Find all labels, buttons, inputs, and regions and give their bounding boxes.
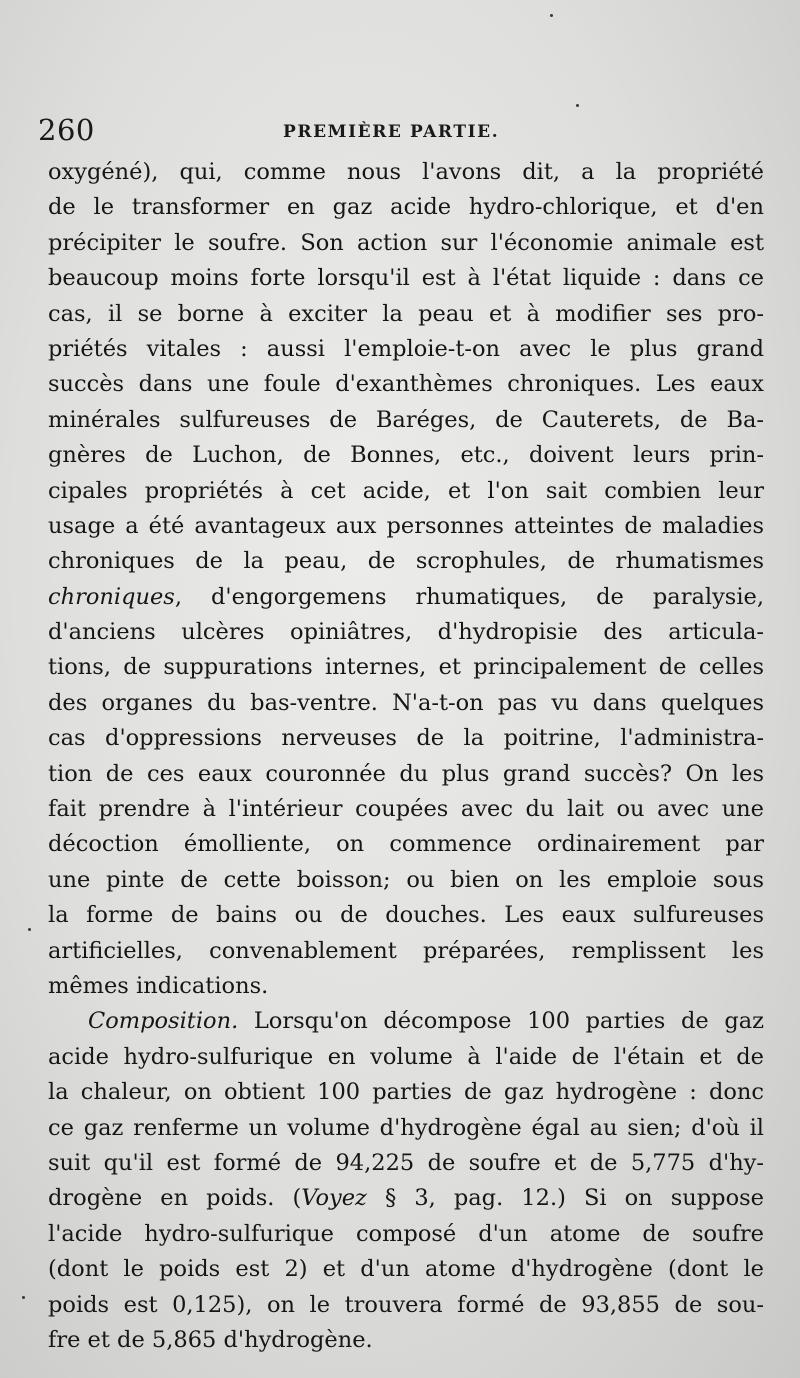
text-line: tion de ces eaux couronnée du plus grand succès? On les bbox=[48, 760, 764, 787]
text-line bbox=[48, 1004, 764, 1039]
text-line: gnères de Luchon, de Bonnes, etc., doivent leurs prin- bbox=[48, 442, 764, 469]
text-line: précipiter le soufre. Son action sur l'économie animale est bbox=[48, 229, 764, 256]
text-line: fait prendre à l'intérieur coupées avec du lait ou avec une bbox=[48, 796, 764, 823]
text-line: tions, de suppurations internes, et principalement de celles bbox=[48, 654, 764, 681]
text-line: la forme de bains ou de douches. Les eaux sulfureuses bbox=[48, 902, 764, 929]
ink-speck bbox=[576, 104, 579, 107]
ink-speck bbox=[28, 928, 31, 931]
text-line: la chaleur, on obtient 100 parties de gaz hydrogène : donc bbox=[48, 1079, 764, 1106]
text-line: cas d'oppressions nerveuses de la poitrine, l'administra- bbox=[48, 725, 764, 752]
text-segment: § 3, pag. 12.) Si on suppose bbox=[366, 1185, 764, 1212]
text-line: chroniques de la peau, de scrophules, de rhumatismes bbox=[48, 548, 764, 575]
ink-speck bbox=[550, 14, 553, 17]
text-segment: Lorsqu'on décompose 100 parties de gaz bbox=[238, 1008, 764, 1035]
text-line: suit qu'il est formé de 94,225 de soufre et de 5,775 d'hy- bbox=[48, 1149, 764, 1176]
text-line bbox=[48, 580, 764, 615]
page-number: 260 bbox=[38, 113, 95, 147]
text-line: une pinte de cette boisson; ou bien on les emploie sous bbox=[48, 866, 764, 893]
text-line: ce gaz renferme un volume d'hydrogène égal au sien; d'où il bbox=[48, 1114, 764, 1141]
text-line: fre et de 5,865 d'hydrogène. bbox=[48, 1326, 373, 1353]
text-line: acide hydro-sulfurique en volume à l'aide de l'étain et de bbox=[48, 1043, 764, 1070]
text-line: artificielles, convenablement préparées, remplissent les bbox=[48, 937, 764, 964]
emphasis-composition: Composition. bbox=[88, 1008, 239, 1035]
text-line: d'anciens ulcères opiniâtres, d'hydropisie des articula- bbox=[48, 619, 764, 646]
text-line: priétés vitales : aussi l'emploie-t-on avec le plus grand bbox=[48, 335, 764, 362]
text-line: mêmes indications. bbox=[48, 972, 269, 999]
section-title: PREMIÈRE PARTIE. bbox=[283, 122, 500, 142]
emphasis-chroniques: chroniques bbox=[48, 583, 175, 610]
text-segment: , d'engorgemens rhumatiques, de paralysie, bbox=[174, 583, 764, 610]
text-line: décoction émolliente, on commence ordinairement par bbox=[48, 831, 764, 858]
text-line: cas, il se borne à exciter la peau et à modifier ses pro- bbox=[48, 300, 764, 327]
text-line bbox=[48, 1181, 764, 1216]
ink-speck bbox=[22, 1296, 25, 1299]
text-line: beaucoup moins forte lorsqu'il est à l'état liquide : dans ce bbox=[48, 265, 764, 292]
text-segment: drogène en poids. ( bbox=[48, 1185, 302, 1212]
emphasis-voyez: Voyez bbox=[301, 1185, 367, 1212]
text-line: succès dans une foule d'exanthèmes chroniques. Les eaux bbox=[48, 371, 764, 398]
text-line: des organes du bas-ventre. N'a-t-on pas vu dans quelques bbox=[48, 689, 764, 716]
text-line: l'acide hydro-sulfurique composé d'un atome de soufre bbox=[48, 1220, 764, 1247]
text-line: cipales propriétés à cet acide, et l'on sait combien leur bbox=[48, 477, 764, 504]
text-line: usage a été avantageux aux personnes atteintes de maladies bbox=[48, 512, 764, 539]
body-text bbox=[48, 155, 764, 1358]
text-line: poids est 0,125), on le trouvera formé de 93,855 de sou- bbox=[48, 1291, 764, 1318]
text-line: oxygéné), qui, comme nous l'avons dit, a la propriété bbox=[48, 159, 764, 185]
text-line: de le transformer en gaz acide hydro-chlorique, et d'en bbox=[48, 194, 764, 221]
text-line: minérales sulfureuses de Baréges, de Cauterets, de Ba- bbox=[48, 406, 764, 433]
running-head bbox=[38, 113, 538, 153]
text-line: (dont le poids est 2) et d'un atome d'hydrogène (dont le bbox=[48, 1256, 764, 1283]
